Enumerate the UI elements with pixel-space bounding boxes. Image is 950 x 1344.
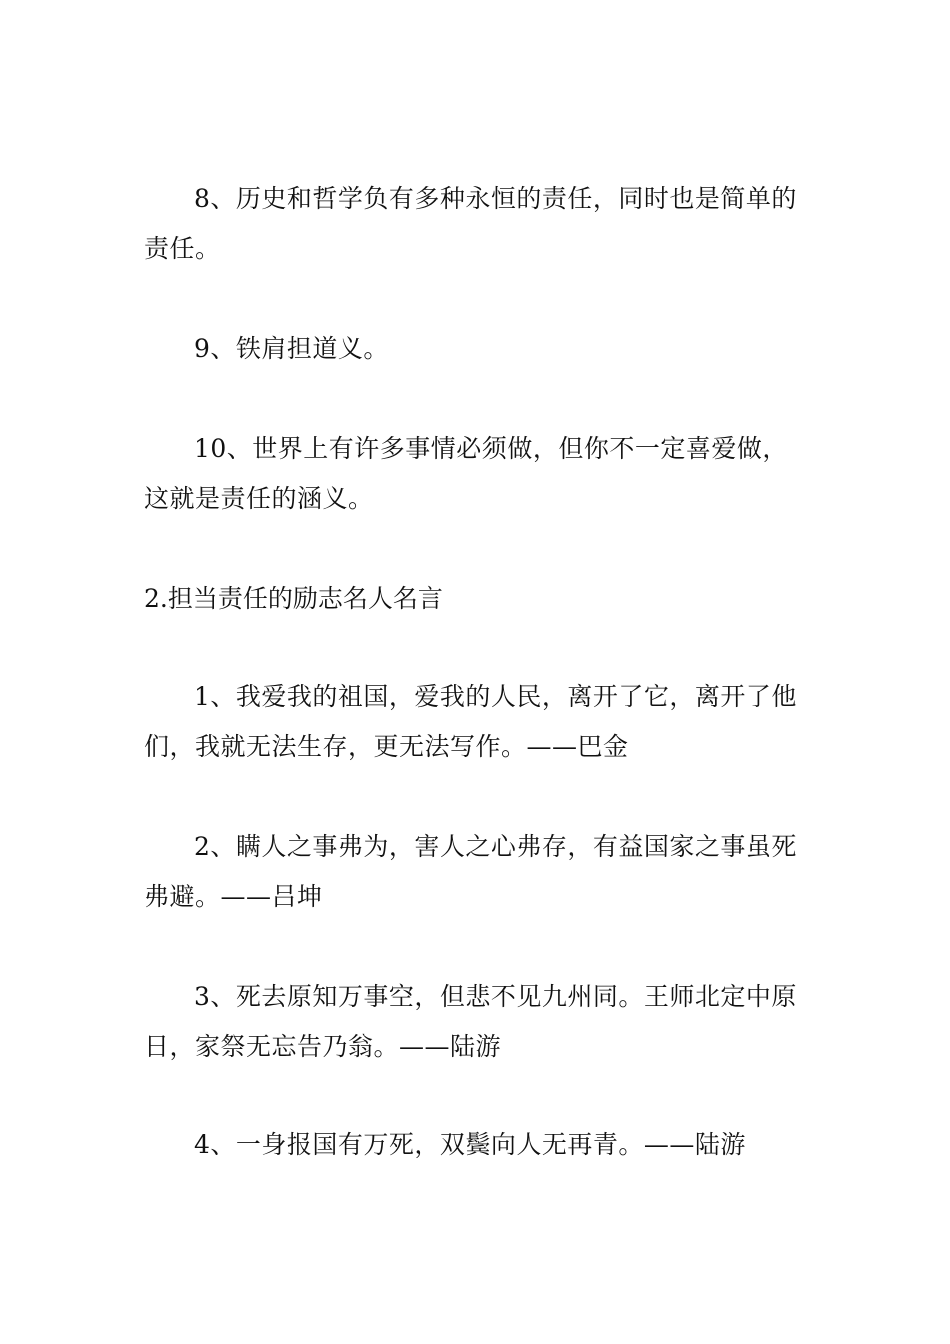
quote-2: 2、瞒人之事弗为，害人之心弗存，有益国家之事虽死弗避。——吕坤 — [144, 832, 797, 911]
section-heading: 2.担当责任的励志名人名言 — [144, 584, 443, 613]
paragraph-8: 8、历史和哲学负有多种永恒的责任，同时也是简单的责任。 — [144, 184, 797, 263]
quote-3: 3、死去原知万事空，但悲不见九州同。王师北定中原日，家祭无忘告乃翁。——陆游 — [144, 982, 797, 1061]
paragraph-10: 10、世界上有许多事情必须做，但你不一定喜爱做，这就是责任的涵义。 — [144, 434, 788, 513]
paragraph-9: 9、铁肩担道义。 — [194, 334, 389, 363]
quote-4: 4、一身报国有万死，双鬓向人无再青。——陆游 — [194, 1130, 746, 1159]
quote-1: 1、我爱我的祖国，爱我的人民，离开了它，离开了他们，我就无法生存，更无法写作。——巴金 — [144, 682, 797, 761]
